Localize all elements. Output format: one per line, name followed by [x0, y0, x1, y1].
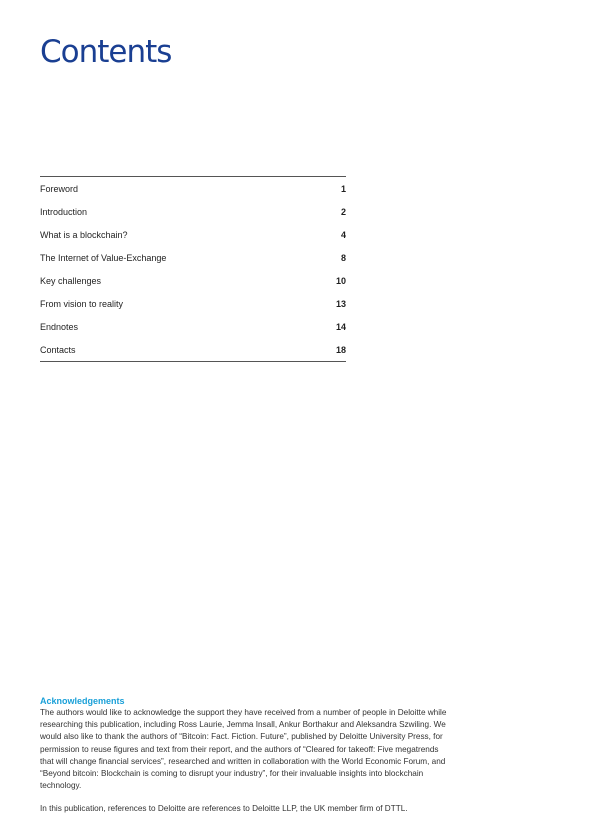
- toc-item-page: 13: [335, 298, 346, 309]
- toc-item-label: The Internet of Value-Exchange: [40, 252, 167, 263]
- toc-item-page: 10: [335, 275, 346, 286]
- toc-item-label: Foreword: [40, 183, 79, 194]
- toc-item-introduction[interactable]: [40, 200, 346, 223]
- toc-item-contacts[interactable]: [40, 338, 346, 361]
- toc-item-page: 2: [340, 206, 346, 217]
- acknowledgements-heading: Acknowledgements: [40, 696, 125, 706]
- toc-item-page: 8: [340, 252, 346, 263]
- toc-item-what-is-a-blockchain[interactable]: [40, 223, 346, 246]
- deloitte-reference-note: In this publication, references to Deloitte are references to Deloitte LLP, the UK member firm of DTTL.: [40, 804, 408, 814]
- acknowledgements-section: [40, 695, 450, 815]
- toc-item-foreword[interactable]: [40, 177, 346, 200]
- toc-item-from-vision-to-reality[interactable]: [40, 292, 346, 315]
- toc-item-label: Introduction: [40, 206, 88, 217]
- toc-item-page: 14: [335, 321, 346, 332]
- table-of-contents: [40, 176, 346, 362]
- toc-item-label: Key challenges: [40, 275, 102, 286]
- toc-item-internet-of-value-exchange[interactable]: [40, 246, 346, 269]
- toc-item-label: Contacts: [40, 344, 76, 355]
- acknowledgements-body: The authors would like to acknowledge the support they have received from a number of people in Deloitte while researching this publication, including Ross Laurie, Jemma Insall, Ankur Borthakur and Aleksandra Szwiling. We would also like to thank the authors of “Bitcoin: Fact. Fiction. Future”, published by Deloitte University Press, for permission to reuse figures and text from their report, and the authors of “Cleared for takeoff: Five megatrends that will change financial services”, researched and written in collaboration with the World Economic Forum, and “Beyond bitcoin: Blockchain is coming to disrupt your industry”, for their invaluable insights into blockchain technology.: [40, 708, 447, 791]
- toc-item-page: 4: [340, 229, 346, 240]
- toc-item-endnotes[interactable]: [40, 315, 346, 338]
- toc-item-page: 18: [335, 344, 346, 355]
- toc-item-label: Endnotes: [40, 321, 79, 332]
- toc-item-label: From vision to reality: [40, 298, 124, 309]
- page-title: Contents: [40, 34, 172, 70]
- toc-item-key-challenges[interactable]: [40, 269, 346, 292]
- toc-item-label: What is a blockchain?: [40, 229, 128, 240]
- toc-item-page: 1: [340, 183, 346, 194]
